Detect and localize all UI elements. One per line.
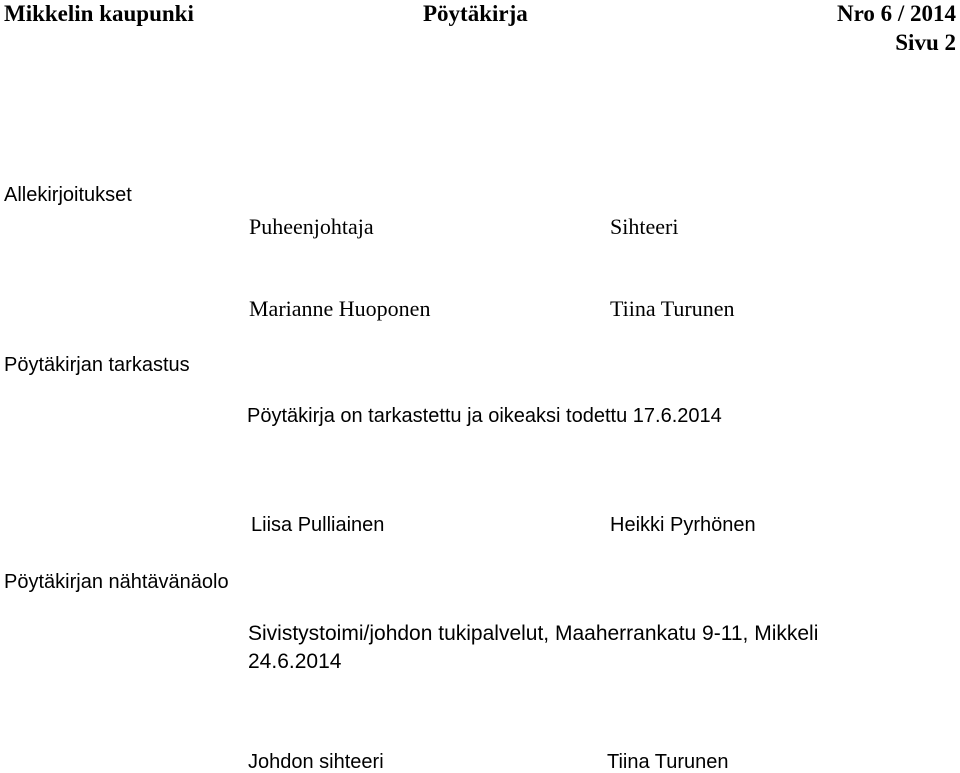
reviewer-1-name: Liisa Pulliainen (251, 514, 385, 536)
document-type: Pöytäkirja (423, 1, 528, 26)
signer-name: Tiina Turunen (607, 751, 729, 773)
display-location: Sivistystoimi/johdon tukipalvelut, Maaherrankatu 9-11, Mikkeli (248, 622, 819, 645)
reviewer-2-name: Heikki Pyrhönen (610, 514, 756, 536)
chair-title: Puheenjohtaja (249, 214, 374, 239)
organization-name: Mikkelin kaupunki (4, 1, 194, 26)
display-date: 24.6.2014 (248, 650, 342, 673)
secretary-name: Tiina Turunen (610, 296, 735, 321)
chair-name: Marianne Huoponen (249, 296, 431, 321)
display-label: Pöytäkirjan nähtävänäolo (4, 571, 229, 593)
review-label: Pöytäkirjan tarkastus (4, 354, 190, 376)
page-number: Sivu 2 (895, 30, 956, 55)
signer-title: Johdon sihteeri (248, 751, 384, 773)
secretary-title: Sihteeri (610, 214, 679, 239)
review-statement: Pöytäkirja on tarkastettu ja oikeaksi todettu 17.6.2014 (247, 405, 722, 427)
document-number: Nro 6 / 2014 (836, 1, 956, 26)
signatures-label: Allekirjoitukset (4, 184, 132, 206)
